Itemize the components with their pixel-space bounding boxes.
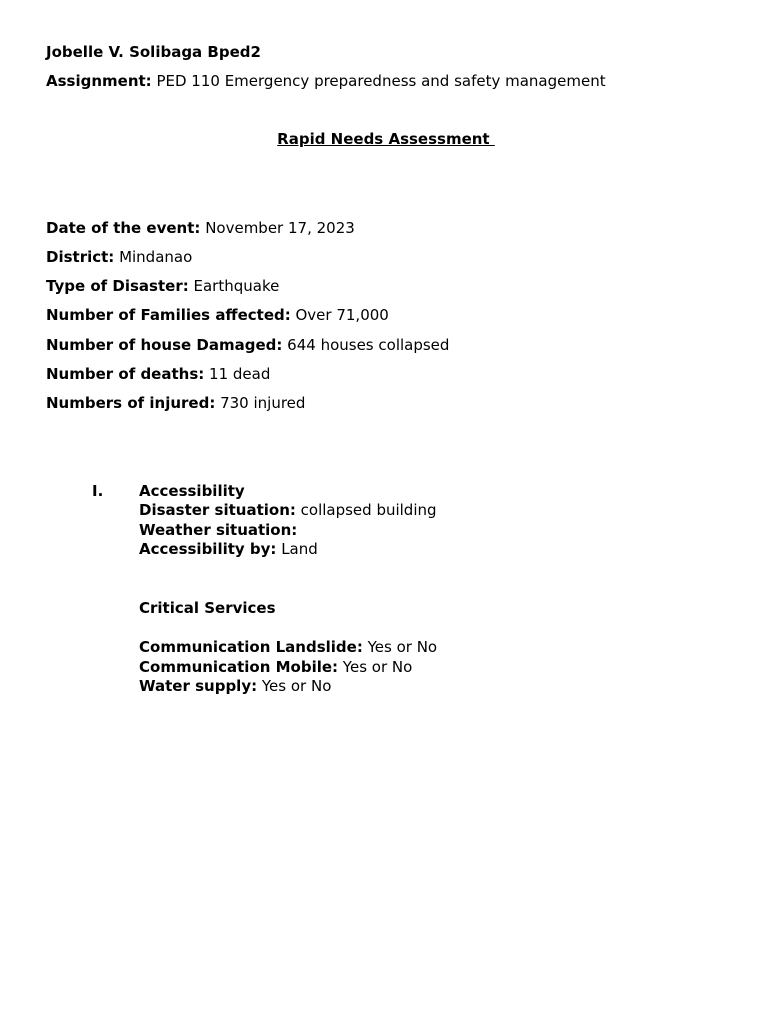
item-value: Yes or No [362, 638, 438, 656]
field-label: Type of Disaster: [46, 277, 189, 295]
section-numeral: I. [92, 482, 104, 500]
field-label: District: [46, 248, 115, 266]
item-value: Yes or No [338, 658, 413, 676]
field-value: 11 dead [204, 365, 271, 383]
item-label: Water supply: [139, 677, 258, 695]
field-disaster-type [46, 277, 279, 295]
item-accessibility-by [139, 540, 318, 558]
field-value: 730 injured [215, 394, 306, 412]
field-value: Over 71,000 [290, 306, 389, 324]
field-label: Number of Families affected: [46, 306, 291, 324]
field-label: Numbers of injured: [46, 394, 216, 412]
item-communication-landslide [139, 638, 437, 656]
document-title: Rapid Needs Assessment [277, 130, 495, 148]
field-value: Mindanao [114, 248, 193, 266]
section-heading: Accessibility [139, 482, 245, 500]
field-families-affected [46, 306, 389, 324]
item-value: Land [276, 540, 318, 558]
item-disaster-situation [139, 501, 437, 519]
item-label: Communication Landslide: [139, 638, 363, 656]
field-value: 644 houses collapsed [282, 336, 450, 354]
field-deaths [46, 365, 270, 383]
item-label: Accessibility by: [139, 540, 277, 558]
assignment-value: PED 110 Emergency preparedness and safety management [151, 72, 606, 90]
field-value: November 17, 2023 [200, 219, 355, 237]
item-water-supply [139, 677, 331, 695]
item-value: Yes or No [257, 677, 332, 695]
assignment-line [46, 72, 606, 90]
field-date [46, 219, 355, 237]
field-value: Earthquake [188, 277, 280, 295]
field-label: Number of house Damaged: [46, 336, 283, 354]
item-communication-mobile [139, 658, 412, 676]
field-label: Number of deaths: [46, 365, 205, 383]
item-label: Communication Mobile: [139, 658, 339, 676]
item-value: collapsed building [295, 501, 437, 519]
assignment-label: Assignment: [46, 72, 152, 90]
field-label: Date of the event: [46, 219, 201, 237]
item-weather-situation [139, 521, 297, 539]
field-houses-damaged [46, 336, 449, 354]
author-line: Jobelle V. Solibaga Bped2 [46, 43, 261, 61]
item-label: Disaster situation: [139, 501, 296, 519]
field-district [46, 248, 192, 266]
item-label: Weather situation: [139, 521, 298, 539]
critical-services-heading: Critical Services [139, 599, 276, 617]
field-injured [46, 394, 305, 412]
